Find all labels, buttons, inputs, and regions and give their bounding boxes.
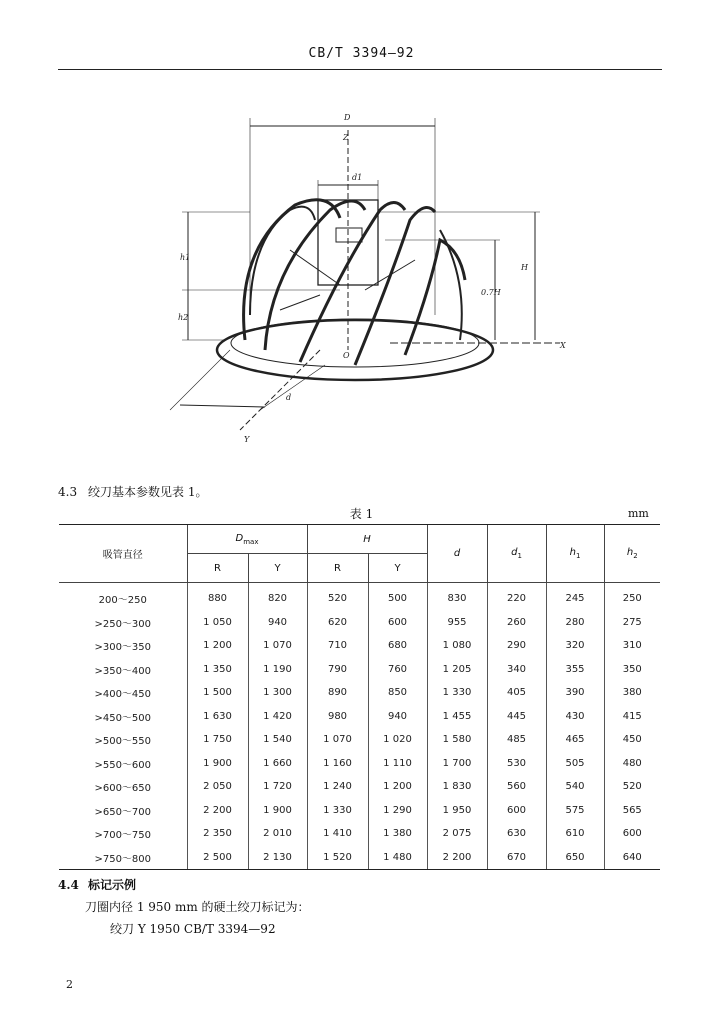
table-cell: 1 580 [427, 728, 487, 752]
table-cell: >450～500 [94, 712, 152, 724]
table-row [59, 799, 660, 823]
section-4-3-number: 4.3 [58, 485, 78, 499]
table-cell: 500 [368, 583, 427, 611]
header-d1: $d_1$ [487, 525, 546, 583]
table-cell: 1 540 [248, 728, 307, 752]
table-cell: 640 [604, 846, 660, 870]
table-cell: 820 [248, 583, 307, 611]
table-cell: 1 330 [427, 681, 487, 705]
table-cell: 445 [487, 705, 546, 729]
table-cell: 505 [546, 752, 604, 776]
table-cell: 2 200 [187, 799, 248, 823]
table-cell: 1 020 [368, 728, 427, 752]
table-cell: 1 350 [187, 658, 248, 682]
table-cell: 540 [546, 775, 604, 799]
table-cell: 940 [248, 611, 307, 635]
table-row [59, 822, 660, 846]
fig-label-d: d [286, 393, 292, 402]
table-cell: >700～750 [94, 830, 152, 842]
table-cell: 880 [187, 583, 248, 611]
table-cell: 1 900 [248, 799, 307, 823]
table-cell: 310 [604, 634, 660, 658]
section-4-3 [58, 483, 207, 500]
table-cell: 520 [307, 583, 368, 611]
table-row [59, 658, 660, 682]
table-cell: 280 [546, 611, 604, 635]
table-cell: 1 050 [187, 611, 248, 635]
table-cell: 610 [546, 822, 604, 846]
fig-label-h2: h2 [178, 313, 189, 322]
table-cell: 1 190 [248, 658, 307, 682]
table-cell: 1 420 [248, 705, 307, 729]
table-row [59, 705, 660, 729]
header-dmax-Y: Y [248, 554, 307, 583]
table-cell: 565 [604, 799, 660, 823]
section-4-4 [58, 876, 136, 893]
table-cell: 1 240 [307, 775, 368, 799]
table-cell: 415 [604, 705, 660, 729]
table-cell: 1 830 [427, 775, 487, 799]
table-cell: 1 080 [427, 634, 487, 658]
table-cell: >400～450 [94, 689, 152, 701]
section-4-3-text: 绞刀基本参数见表 1。 [88, 485, 208, 499]
table-cell: >550～600 [94, 759, 152, 771]
table-cell: 890 [307, 681, 368, 705]
marking-description: 刀圈内径 1 950 mm 的硬土绞刀标记为： [85, 900, 310, 914]
fig-label-O: O [343, 351, 350, 360]
table-cell: 1 900 [187, 752, 248, 776]
table-cell: 450 [604, 728, 660, 752]
header-rule [58, 69, 662, 70]
table-cell: 1 290 [368, 799, 427, 823]
fig-label-Y: Y [244, 435, 250, 444]
table-cell: 1 630 [187, 705, 248, 729]
header-dmax-R: R [187, 554, 248, 583]
table-cell: 1 330 [307, 799, 368, 823]
section-4-4-title: 标记示例 [88, 878, 137, 892]
table-cell: 250 [604, 583, 660, 611]
fig-label-D: D [344, 113, 351, 122]
table-cell: 1 700 [427, 752, 487, 776]
table-cell: 1 160 [307, 752, 368, 776]
cutter-figure [140, 100, 570, 450]
table-cell: >250～300 [94, 618, 152, 630]
table-cell: 710 [307, 634, 368, 658]
table-cell: 220 [487, 583, 546, 611]
table-cell: 680 [368, 634, 427, 658]
table-cell: 760 [368, 658, 427, 682]
table-cell: 1 720 [248, 775, 307, 799]
table-cell: 2 010 [248, 822, 307, 846]
table-caption: 表 1 [349, 507, 374, 521]
table-cell: 575 [546, 799, 604, 823]
table-cell: 290 [487, 634, 546, 658]
table-cell: >650～700 [94, 806, 152, 818]
table-row [59, 681, 660, 705]
header-H: H [307, 525, 427, 554]
fig-label-Z: Z [343, 133, 349, 142]
table-unit: mm [628, 507, 649, 520]
table-cell: 520 [604, 775, 660, 799]
table-cell: >750～800 [59, 846, 187, 870]
table-cell: 1 070 [248, 634, 307, 658]
table-cell: 790 [307, 658, 368, 682]
fig-label-d1: d1 [352, 173, 363, 182]
table-cell: 980 [307, 705, 368, 729]
header-d: d [427, 525, 487, 583]
table-cell: 630 [487, 822, 546, 846]
table-cell: 2 075 [427, 822, 487, 846]
table-row [59, 846, 660, 870]
table-cell: 380 [604, 681, 660, 705]
table-cell: 560 [487, 775, 546, 799]
table-cell: 1 660 [248, 752, 307, 776]
table-cell: 350 [604, 658, 660, 682]
section-4-4-number: 4.4 [58, 878, 79, 892]
table-cell: 340 [487, 658, 546, 682]
parameter-table [59, 524, 660, 870]
table-cell: 1 410 [307, 822, 368, 846]
table-cell: 390 [546, 681, 604, 705]
table-cell: >600～650 [94, 783, 152, 795]
table-cell: 530 [487, 752, 546, 776]
table-cell: >500～550 [94, 736, 152, 748]
table-cell: 1 200 [368, 775, 427, 799]
table-cell: 600 [368, 611, 427, 635]
table-cell: 600 [604, 822, 660, 846]
table-cell: 1 380 [368, 822, 427, 846]
table-cell: 430 [546, 705, 604, 729]
table-cell: 1 750 [187, 728, 248, 752]
table-row [59, 634, 660, 658]
table-cell: 830 [427, 583, 487, 611]
table-cell: 2 350 [187, 822, 248, 846]
table-cell: 1 520 [307, 846, 368, 870]
fig-label-H: H [521, 263, 528, 272]
table-cell: 1 200 [187, 634, 248, 658]
table-cell: >350～400 [94, 665, 152, 677]
table-cell: 670 [487, 846, 546, 870]
table-cell: 1 500 [187, 681, 248, 705]
header-dmax: $D_{max}$ [187, 525, 307, 554]
table-cell: 1 950 [427, 799, 487, 823]
table-cell: 200～250 [59, 583, 187, 611]
header-H-Y: Y [368, 554, 427, 583]
table-cell: 480 [604, 752, 660, 776]
marking-example: 绞刀 Y 1950 CB/T 3394—92 [110, 922, 276, 936]
table-cell: 850 [368, 681, 427, 705]
page-number: 2 [66, 978, 73, 991]
table-cell: 1 205 [427, 658, 487, 682]
table-cell: 955 [427, 611, 487, 635]
table-cell: 2 050 [187, 775, 248, 799]
table-row [59, 775, 660, 799]
table-cell: 1 480 [368, 846, 427, 870]
table-row [59, 728, 660, 752]
table-cell: 405 [487, 681, 546, 705]
table-cell: 275 [604, 611, 660, 635]
table-cell: 600 [487, 799, 546, 823]
table-cell: 320 [546, 634, 604, 658]
table-cell: 940 [368, 705, 427, 729]
table-cell: 465 [546, 728, 604, 752]
table-cell: 2 200 [427, 846, 487, 870]
table-cell: 2 500 [187, 846, 248, 870]
table-cell: 2 130 [248, 846, 307, 870]
table-row [59, 752, 660, 776]
table-cell: 355 [546, 658, 604, 682]
fig-label-07H: 0.7H [481, 288, 501, 297]
header-H-R: R [307, 554, 368, 583]
table-cell: 650 [546, 846, 604, 870]
fig-label-X: X [560, 341, 566, 350]
header-h2: $h_2$ [604, 525, 660, 583]
table-cell: 1 110 [368, 752, 427, 776]
header-suction-diameter: 吸管直径 [59, 525, 187, 583]
table-row [59, 583, 660, 611]
table-cell: 620 [307, 611, 368, 635]
table-cell: >300～350 [94, 642, 152, 654]
header-h1: $h_1$ [546, 525, 604, 583]
table-cell: 1 070 [307, 728, 368, 752]
table-cell: 1 455 [427, 705, 487, 729]
page-header: CB/T 3394—92 [308, 46, 415, 61]
table-cell: 245 [546, 583, 604, 611]
fig-label-h1: h1 [180, 253, 191, 262]
table-cell: 1 300 [248, 681, 307, 705]
table-row [59, 611, 660, 635]
table-cell: 485 [487, 728, 546, 752]
table-cell: 260 [487, 611, 546, 635]
